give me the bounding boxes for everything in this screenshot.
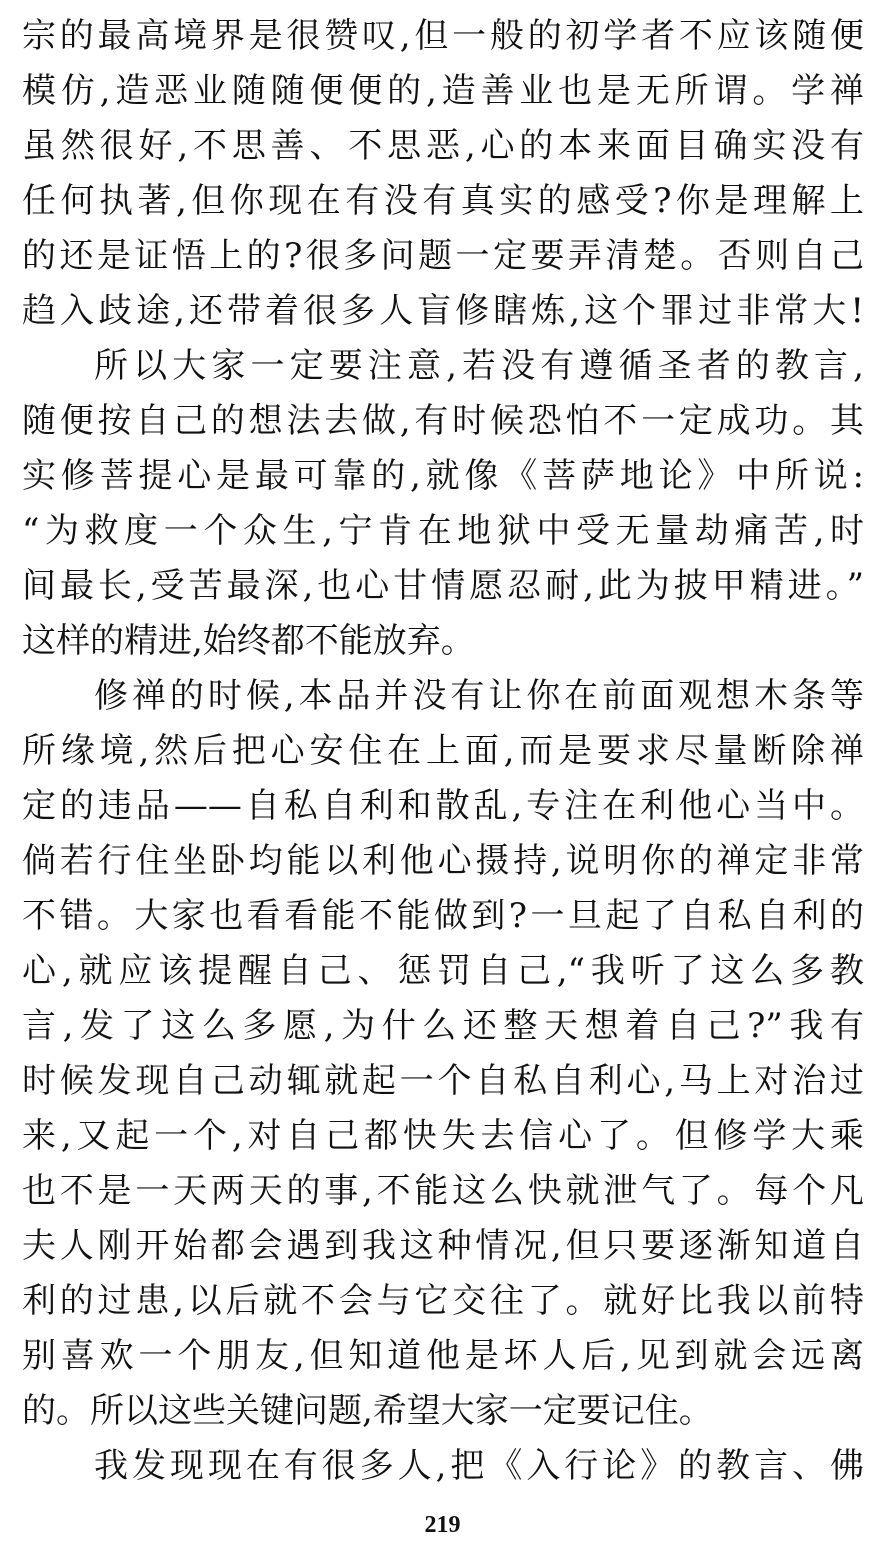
text-line: 别喜欢一个朋友,但知道他是坏人后,见到就会远离: [22, 1336, 864, 1376]
text-line: 实修菩提心是最可靠的,就像《菩萨地论》中所说:: [22, 456, 864, 496]
text-line: 定的违品——自私自利和散乱,专注在利他心当中。: [22, 786, 864, 826]
text-line: 也不是一天两天的事,不能这么快就泄气了。每个凡: [22, 1171, 864, 1211]
paragraph-start-line: 我发现现在有很多人,把《入行论》的教言、佛: [94, 1446, 864, 1486]
paragraph-start-line: 修禅的时候,本品并没有让你在前面观想木条等: [94, 676, 864, 716]
text-line: 的还是证悟上的?很多问题一定要弄清楚。否则自己: [22, 236, 864, 276]
text-line: 模仿,造恶业随随便便的,造善业也是无所谓。学禅: [22, 71, 864, 111]
text-line: 言,发了这么多愿,为什么还整天想着自己?”我有: [22, 1006, 864, 1046]
text-line: 不错。大家也看看能不能做到?一旦起了自私自利的: [22, 896, 864, 936]
text-line: 趋入歧途,还带着很多人盲修瞎炼,这个罪过非常大!: [22, 291, 864, 331]
text-line: 所缘境,然后把心安住在上面,而是要求尽量断除禅: [22, 731, 864, 771]
text-line: 时候发现自己动辄就起一个自私自利心,马上对治过: [22, 1061, 864, 1101]
text-line: 来,又起一个,对自己都快失去信心了。但修学大乘: [22, 1116, 864, 1156]
text-line: 间最长,受苦最深,也心甘情愿忍耐,此为披甲精进。”: [22, 566, 864, 606]
text-line: 倘若行住坐卧均能以利他心摄持,说明你的禅定非常: [22, 841, 864, 881]
text-line: “为救度一个众生,宁肯在地狱中受无量劫痛苦,时: [22, 511, 864, 551]
paragraph-end-line: 的。所以这些关键问题,希望大家一定要记住。: [22, 1391, 713, 1431]
text-line: 任何执著,但你现在有没有真实的感受?你是理解上: [22, 181, 864, 221]
paragraph-end-line: 这样的精进,始终都不能放弃。: [22, 621, 475, 661]
text-line: 宗的最高境界是很赞叹,但一般的初学者不应该随便: [22, 16, 864, 56]
text-line: 随便按自己的想法去做,有时候恐怕不一定成功。其: [22, 401, 864, 441]
text-line: 心,就应该提醒自己、惩罚自己,“我听了这么多教: [22, 951, 864, 991]
text-line: 夫人刚开始都会遇到我这种情况,但只要逐渐知道自: [22, 1226, 864, 1266]
page-number: 219: [424, 1512, 461, 1538]
text-line: 利的过患,以后就不会与它交往了。就好比我以前特: [22, 1281, 864, 1321]
paragraph-start-line: 所以大家一定要注意,若没有遵循圣者的教言,: [94, 346, 864, 386]
text-line: 虽然很好,不思善、不思恶,心的本来面目确实没有: [22, 126, 864, 166]
